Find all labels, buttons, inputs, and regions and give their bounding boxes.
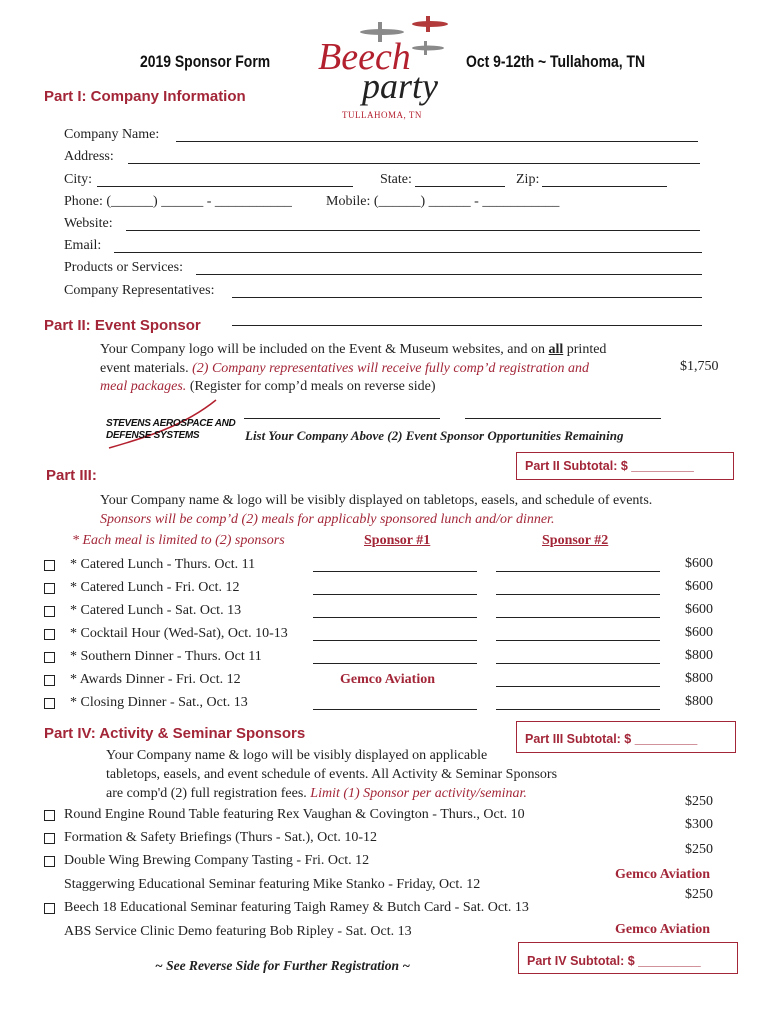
checkbox-round-engine[interactable] [44,810,55,821]
zip-label: Zip: [516,172,540,187]
meal-price: $600 [685,579,713,594]
meal-price: $800 [685,648,713,663]
part2-desc-text: printed [563,342,607,357]
stevens-logo-line1: STEVENS AEROSPACE AND [106,418,236,429]
meal-price: $600 [685,602,713,617]
sponsor1-field[interactable] [313,617,477,618]
part2-desc-red: meal packages. [100,379,187,394]
website-field[interactable] [126,230,700,231]
part3-note: * Each meal is limited to (2) sponsors [72,533,285,548]
part4-desc-line3 [106,786,527,802]
meal-label: * Catered Lunch - Thurs. Oct. 11 [70,557,256,572]
sponsor1-field[interactable] [313,594,477,595]
sponsor1-field[interactable] [313,709,477,710]
reverse-side-footer: ~ See Reverse Side for Further Registration ~ [155,958,411,973]
activity-label: Double Wing Brewing Company Tasting - Fri. Oct. 12 [64,853,370,868]
checkbox-double-wing[interactable] [44,856,55,867]
part2-desc-text: event materials. [100,361,193,376]
event-dates: Oct 9-12th ~ Tullahoma, TN [466,52,646,71]
meal-price: $800 [685,694,713,709]
sponsor2-field[interactable] [496,663,660,664]
part2-desc-text: Your Company logo will be included on the Event & Museum websites, and on [100,342,549,357]
checkbox-catered-lunch-thu[interactable] [44,560,55,571]
company-name-label: Company Name: [64,127,160,142]
company-name-field[interactable] [176,141,698,142]
checkbox-catered-lunch-fri[interactable] [44,583,55,594]
checkbox-awards-dinner[interactable] [44,675,55,686]
meal-label: * Cocktail Hour (Wed-Sat), Oct. 10-13 [70,626,288,641]
email-field[interactable] [114,252,702,253]
stevens-aerospace-logo [104,396,236,452]
stevens-logo-line2: DEFENSE SYSTEMS [106,430,200,441]
part3-title: Part III: [46,467,97,484]
meal-price: $600 [685,556,713,571]
part3-desc-line1: Your Company name & logo will be visibly displayed on tabletops, easels, and schedule of events. [100,493,653,508]
activity-sponsor-value: Gemco Aviation [615,922,711,937]
mobile-field[interactable]: Mobile: (______) ______ - ___________ [326,194,560,209]
sponsor2-field[interactable] [496,640,660,641]
checkbox-formation-safety[interactable] [44,833,55,844]
activity-sponsor-value: Gemco Aviation [615,867,711,882]
part2-desc-line1 [100,342,606,358]
checkbox-beech-18[interactable] [44,903,55,914]
part3-subtotal[interactable]: Part III Subtotal: $ _________ [516,721,736,753]
part4-subtotal[interactable]: Part IV Subtotal: $ _________ [518,942,738,974]
part2-title: Part II: Event Sponsor [44,317,201,334]
zip-field[interactable] [542,186,667,187]
checkbox-cocktail-hour[interactable] [44,629,55,640]
form-title: 2019 Sponsor Form [140,52,271,71]
sponsor2-field[interactable] [496,571,660,572]
website-label: Website: [64,216,113,231]
part2-desc-all: all [548,342,564,357]
representatives-field[interactable] [232,297,702,298]
activity-label: Beech 18 Educational Seminar featuring Taigh Ramey & Butch Card - Sat. Oct. 13 [64,900,529,915]
email-label: Email: [64,238,102,253]
meal-price: $800 [685,671,713,686]
sponsor1-value: Gemco Aviation [340,672,436,687]
products-field[interactable] [196,274,702,275]
sponsor1-column-header: Sponsor #1 [364,533,431,548]
activity-price: $300 [685,817,713,832]
activity-label: Staggerwing Educational Seminar featuring Mike Stanko - Friday, Oct. 12 [64,877,481,892]
sponsor2-column-header: Sponsor #2 [542,533,609,548]
part2-desc-red: (2) Company representatives will receive fully comp’d registration and [192,361,589,376]
beech-party-logo [310,10,470,125]
part4-desc-line1: Your Company name & logo will be visibly displayed on applicable [106,748,488,763]
part1-title: Part I: Company Information [44,88,246,105]
sponsor1-field[interactable] [313,571,477,572]
part2-price: $1,750 [680,359,719,374]
event-sponsor-field-2[interactable] [465,418,661,419]
activity-price: $250 [685,887,713,902]
logo-party: party [362,66,438,106]
state-field[interactable] [415,186,505,187]
sponsor2-field[interactable] [496,709,660,710]
part4-desc-text: are comp'd (2) full registration fees. [106,786,311,801]
products-label: Products or Services: [64,260,183,275]
activity-label: ABS Service Clinic Demo featuring Bob Ripley - Sat. Oct. 13 [64,924,412,939]
part4-desc-line2: tabletops, easels, and event schedule of events. All Activity & Seminar Sponsors [106,767,558,782]
city-field[interactable] [97,186,353,187]
sponsor1-field[interactable] [313,663,477,664]
sponsor2-field[interactable] [496,686,660,687]
part2-desc-text: (Register for comp’d meals on reverse side) [186,379,436,394]
part2-desc-line2 [100,361,589,377]
representatives-label: Company Representatives: [64,283,215,298]
logo-location: TULLAHOMA, TN [342,110,422,120]
logo-beech: Beech [318,36,411,78]
event-sponsor-field-1[interactable] [244,418,440,419]
address-label: Address: [64,149,114,164]
phone-field[interactable]: Phone: (______) ______ - ___________ [64,194,292,209]
activity-price: $250 [685,794,713,809]
checkbox-catered-lunch-sat[interactable] [44,606,55,617]
part4-title: Part IV: Activity & Seminar Sponsors [44,725,306,742]
meal-label: * Catered Lunch - Fri. Oct. 12 [70,580,240,595]
address-field[interactable] [128,163,700,164]
sponsor2-field[interactable] [496,594,660,595]
state-label: State: [380,172,412,187]
activity-label: Round Engine Round Table featuring Rex Vaughan & Covington - Thurs., Oct. 10 [64,807,525,822]
activity-label: Formation & Safety Briefings (Thurs - Sat.), Oct. 10-12 [64,830,378,845]
part3-desc-line2: Sponsors will be comp’d (2) meals for applicably sponsored lunch and/or dinner. [100,512,555,527]
meal-price: $600 [685,625,713,640]
part2-title-rule [232,325,702,326]
sponsor1-field[interactable] [313,640,477,641]
event-sponsor-caption: List Your Company Above (2) Event Sponsor Opportunities Remaining [245,428,624,443]
activity-price: $250 [685,842,713,857]
city-label: City: [64,172,93,187]
meal-label: * Southern Dinner - Thurs. Oct 11 [70,649,262,664]
part2-desc-line3 [100,379,436,395]
part4-desc-red: Limit (1) Sponsor per activity/seminar. [310,786,527,801]
part2-subtotal[interactable]: Part II Subtotal: $ _________ [516,452,734,480]
sponsor2-field[interactable] [496,617,660,618]
checkbox-closing-dinner[interactable] [44,698,55,709]
checkbox-southern-dinner[interactable] [44,652,55,663]
meal-label: * Closing Dinner - Sat., Oct. 13 [70,695,248,710]
meal-label: * Awards Dinner - Fri. Oct. 12 [70,672,241,687]
meal-label: * Catered Lunch - Sat. Oct. 13 [70,603,242,618]
